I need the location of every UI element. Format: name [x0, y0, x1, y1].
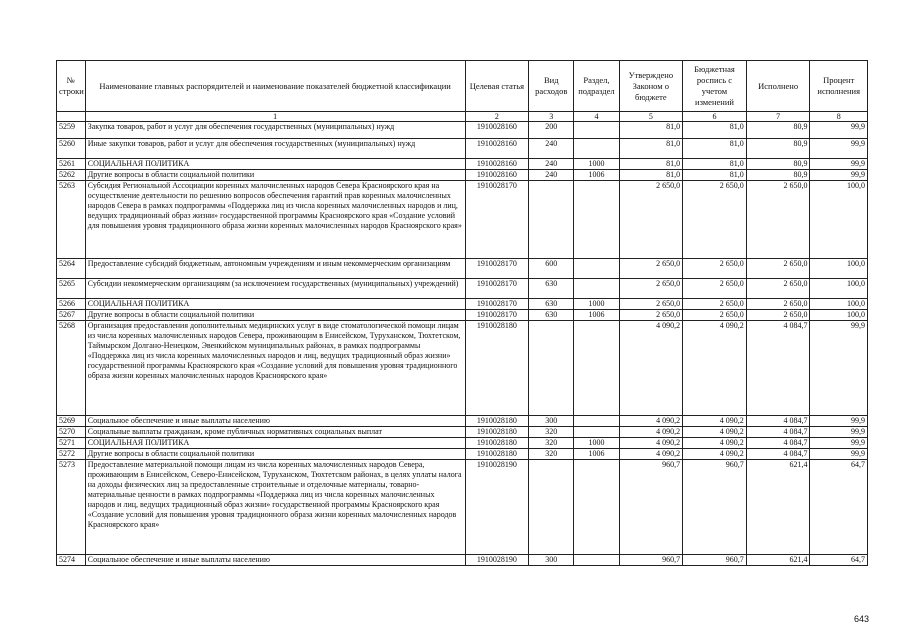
- cell-kind: 300: [529, 416, 574, 427]
- cell-name: Предоставление материальной помощи лицам из числа коренных малочисленных народов Севера, проживающим в Енисейском, Северо-Енисейском, Туруханском, Тюхтетском районах, в целях уплаты налога на доходы физических лиц за предоставленные строительные и отделочные материалы, товарно-материальные ценности в рамках подпрограммы «Поддержка лиц из числа коренных малочисленных народов и лиц, ведущих традиционный образ жизни» государственной программы Красноярского края «Создание условий для повышения уровня традиционного образа жизни коренных малочисленных народов Красноярского края»: [85, 460, 465, 555]
- column-number: 4: [574, 112, 619, 122]
- header-approved: Утверждено Законом о бюджете: [619, 61, 683, 112]
- cell-section: 1000: [574, 438, 619, 449]
- cell-row-no: 5267: [57, 310, 86, 321]
- cell-section: [574, 416, 619, 427]
- cell-row-no: 5269: [57, 416, 86, 427]
- column-number: 8: [810, 112, 868, 122]
- cell-schedule: 81,0: [683, 122, 747, 139]
- table-row: [57, 259, 868, 279]
- cell-schedule: 960,7: [683, 460, 747, 555]
- cell-schedule: 4 090,2: [683, 321, 747, 416]
- cell-section: [574, 555, 619, 566]
- cell-schedule: 81,0: [683, 170, 747, 181]
- cell-schedule: 2 650,0: [683, 279, 747, 299]
- cell-row-no: 5265: [57, 279, 86, 299]
- cell-target: 1910028180: [465, 449, 529, 460]
- cell-kind: 200: [529, 122, 574, 139]
- cell-kind: 630: [529, 279, 574, 299]
- cell-section: [574, 122, 619, 139]
- cell-section: 1006: [574, 170, 619, 181]
- cell-target: 1910028190: [465, 460, 529, 555]
- cell-executed: 2 650,0: [746, 279, 810, 299]
- cell-schedule: 4 090,2: [683, 438, 747, 449]
- cell-target: 1910028180: [465, 438, 529, 449]
- cell-schedule: 2 650,0: [683, 181, 747, 259]
- cell-approved: 4 090,2: [619, 449, 683, 460]
- cell-approved: 2 650,0: [619, 310, 683, 321]
- table-row: [57, 310, 868, 321]
- cell-percent: 100,0: [810, 299, 868, 310]
- cell-name: Другие вопросы в области социальной политики: [85, 310, 465, 321]
- cell-row-no: 5274: [57, 555, 86, 566]
- cell-name: Иные закупки товаров, работ и услуг для обеспечения государственных (муниципальных) нужд: [85, 139, 465, 159]
- cell-target: 1910028160: [465, 170, 529, 181]
- cell-executed: 4 084,7: [746, 427, 810, 438]
- cell-target: 1910028170: [465, 279, 529, 299]
- cell-target: 1910028160: [465, 139, 529, 159]
- cell-approved: 81,0: [619, 170, 683, 181]
- cell-kind: 240: [529, 170, 574, 181]
- cell-target: 1910028170: [465, 299, 529, 310]
- cell-percent: 99,9: [810, 122, 868, 139]
- cell-kind: 240: [529, 159, 574, 170]
- header-row-no: № строки: [57, 61, 86, 112]
- cell-percent: 99,9: [810, 427, 868, 438]
- cell-section: [574, 279, 619, 299]
- cell-section: 1000: [574, 299, 619, 310]
- table-row: [57, 170, 868, 181]
- cell-section: [574, 321, 619, 416]
- cell-approved: 4 090,2: [619, 321, 683, 416]
- column-number: 5: [619, 112, 683, 122]
- cell-kind: 320: [529, 427, 574, 438]
- cell-target: 1910028180: [465, 321, 529, 416]
- cell-approved: 4 090,2: [619, 416, 683, 427]
- cell-executed: 80,9: [746, 159, 810, 170]
- cell-kind: [529, 460, 574, 555]
- header-kind: Вид расходов: [529, 61, 574, 112]
- cell-schedule: 2 650,0: [683, 310, 747, 321]
- cell-schedule: 81,0: [683, 139, 747, 159]
- cell-row-no: 5260: [57, 139, 86, 159]
- cell-section: 1000: [574, 159, 619, 170]
- cell-schedule: 960,7: [683, 555, 747, 566]
- header-percent: Процент исполнения: [810, 61, 868, 112]
- cell-row-no: 5271: [57, 438, 86, 449]
- cell-target: 1910028180: [465, 416, 529, 427]
- cell-kind: 240: [529, 139, 574, 159]
- cell-approved: 81,0: [619, 139, 683, 159]
- cell-row-no: 5270: [57, 427, 86, 438]
- cell-schedule: 2 650,0: [683, 259, 747, 279]
- cell-kind: 600: [529, 259, 574, 279]
- cell-schedule: 4 090,2: [683, 427, 747, 438]
- cell-name: СОЦИАЛЬНАЯ ПОЛИТИКА: [85, 299, 465, 310]
- cell-approved: 2 650,0: [619, 181, 683, 259]
- cell-percent: 100,0: [810, 310, 868, 321]
- table-row: [57, 122, 868, 139]
- cell-schedule: 81,0: [683, 159, 747, 170]
- cell-approved: 81,0: [619, 122, 683, 139]
- cell-executed: 2 650,0: [746, 181, 810, 259]
- cell-section: 1006: [574, 310, 619, 321]
- table-body: [57, 122, 868, 566]
- table-row: [57, 555, 868, 566]
- cell-target: 1910028180: [465, 427, 529, 438]
- cell-executed: 2 650,0: [746, 259, 810, 279]
- table-row: [57, 449, 868, 460]
- cell-executed: 621,4: [746, 555, 810, 566]
- cell-name: Предоставление субсидий бюджетным, автономным учреждениям и иным некоммерческим организациям: [85, 259, 465, 279]
- header-target: Целевая статья: [465, 61, 529, 112]
- cell-approved: 4 090,2: [619, 427, 683, 438]
- cell-target: 1910028160: [465, 159, 529, 170]
- column-number: 3: [529, 112, 574, 122]
- cell-percent: 64,7: [810, 460, 868, 555]
- table-row: [57, 299, 868, 310]
- cell-name: Субсидии некоммерческим организациям (за исключением государственных (муниципальных) учреждений): [85, 279, 465, 299]
- cell-executed: 2 650,0: [746, 310, 810, 321]
- cell-executed: 4 084,7: [746, 416, 810, 427]
- cell-name: Социальные выплаты гражданам, кроме публичных нормативных социальных выплат: [85, 427, 465, 438]
- column-number: 2: [465, 112, 529, 122]
- cell-section: [574, 259, 619, 279]
- cell-executed: 4 084,7: [746, 449, 810, 460]
- cell-executed: 80,9: [746, 139, 810, 159]
- cell-row-no: 5266: [57, 299, 86, 310]
- cell-executed: 80,9: [746, 170, 810, 181]
- cell-row-no: 5261: [57, 159, 86, 170]
- cell-row-no: 5259: [57, 122, 86, 139]
- cell-percent: 64,7: [810, 555, 868, 566]
- cell-executed: 621,4: [746, 460, 810, 555]
- cell-name: Другие вопросы в области социальной политики: [85, 170, 465, 181]
- cell-section: 1006: [574, 449, 619, 460]
- cell-row-no: 5273: [57, 460, 86, 555]
- cell-name: СОЦИАЛЬНАЯ ПОЛИТИКА: [85, 159, 465, 170]
- cell-section: [574, 460, 619, 555]
- cell-percent: 99,9: [810, 321, 868, 416]
- cell-percent: 99,9: [810, 139, 868, 159]
- cell-row-no: 5268: [57, 321, 86, 416]
- cell-row-no: 5262: [57, 170, 86, 181]
- cell-section: [574, 181, 619, 259]
- table-row: [57, 321, 868, 416]
- cell-approved: 2 650,0: [619, 279, 683, 299]
- column-number: 6: [683, 112, 747, 122]
- table-row: [57, 460, 868, 555]
- column-number: [57, 112, 86, 122]
- cell-approved: 2 650,0: [619, 259, 683, 279]
- cell-executed: 80,9: [746, 122, 810, 139]
- table-row: [57, 279, 868, 299]
- header-executed: Исполнено: [746, 61, 810, 112]
- cell-target: 1910028160: [465, 122, 529, 139]
- page-number: 643: [853, 614, 869, 624]
- cell-approved: 81,0: [619, 159, 683, 170]
- cell-percent: 99,9: [810, 416, 868, 427]
- cell-approved: 2 650,0: [619, 299, 683, 310]
- budget-table: [56, 60, 868, 566]
- table-row: [57, 416, 868, 427]
- cell-kind: 630: [529, 310, 574, 321]
- cell-approved: 960,7: [619, 555, 683, 566]
- cell-row-no: 5264: [57, 259, 86, 279]
- cell-section: [574, 427, 619, 438]
- cell-approved: 4 090,2: [619, 438, 683, 449]
- cell-kind: 300: [529, 555, 574, 566]
- cell-schedule: 4 090,2: [683, 449, 747, 460]
- cell-schedule: 2 650,0: [683, 299, 747, 310]
- cell-name: СОЦИАЛЬНАЯ ПОЛИТИКА: [85, 438, 465, 449]
- cell-name: Закупка товаров, работ и услуг для обеспечения государственных (муниципальных) нужд: [85, 122, 465, 139]
- cell-name: Социальное обеспечение и иные выплаты населению: [85, 416, 465, 427]
- cell-percent: 100,0: [810, 181, 868, 259]
- cell-name: Социальное обеспечение и иные выплаты населению: [85, 555, 465, 566]
- cell-executed: 4 084,7: [746, 321, 810, 416]
- header-name: Наименование главных распорядителей и наименование показателей бюджетной классификации: [85, 61, 465, 112]
- cell-name: Субсидия Региональной Ассоциации коренных малочисленных народов Севера Красноярского края на осуществление деятельности по решению вопросов обеспечения гарантий прав коренных малочисленных народов Севера в рамках подпрограммы «Поддержка лиц из числа коренных малочисленных народов и лиц, ведущих традиционный образ жизни» государственной программы Красноярского края «Создание условий для повышения уровня традиционного образа жизни коренных малочисленных народов Красноярского края»: [85, 181, 465, 259]
- cell-target: 1910028170: [465, 310, 529, 321]
- column-number-row: [57, 112, 868, 122]
- cell-target: 1910028170: [465, 259, 529, 279]
- cell-percent: 100,0: [810, 259, 868, 279]
- cell-section: [574, 139, 619, 159]
- table-row: [57, 159, 868, 170]
- cell-row-no: 5272: [57, 449, 86, 460]
- cell-kind: [529, 181, 574, 259]
- cell-kind: 320: [529, 449, 574, 460]
- cell-row-no: 5263: [57, 181, 86, 259]
- header-row: [57, 61, 868, 112]
- cell-percent: 99,9: [810, 438, 868, 449]
- cell-schedule: 4 090,2: [683, 416, 747, 427]
- cell-percent: 99,9: [810, 449, 868, 460]
- cell-percent: 99,9: [810, 159, 868, 170]
- column-number: 7: [746, 112, 810, 122]
- table-row: [57, 427, 868, 438]
- cell-target: 1910028170: [465, 181, 529, 259]
- cell-target: 1910028190: [465, 555, 529, 566]
- cell-approved: 960,7: [619, 460, 683, 555]
- cell-executed: 2 650,0: [746, 299, 810, 310]
- cell-percent: 100,0: [810, 279, 868, 299]
- cell-name: Другие вопросы в области социальной политики: [85, 449, 465, 460]
- cell-percent: 99,9: [810, 170, 868, 181]
- cell-executed: 4 084,7: [746, 438, 810, 449]
- cell-kind: [529, 321, 574, 416]
- table-row: [57, 181, 868, 259]
- header-schedule: Бюджетная роспись с учетом изменений: [683, 61, 747, 112]
- cell-kind: 630: [529, 299, 574, 310]
- cell-name: Организация предоставления дополнительных медицинских услуг в виде стоматологической помощи лицам из числа коренных малочисленных народов Севера, проживающим в Енисейском, Туруханском, Тюхтетском, Таймырском Долгано-Ненецком, Эвенкийском муниципальных районах, в рамках подпрограммы «Поддержка лиц из числа коренных малочисленных народов и лиц, ведущих традиционный образ жизни» государственной программы Красноярского края «Создание условий для повышения уровня традиционного образа жизни коренных малочисленных народов Красноярского края»: [85, 321, 465, 416]
- table-row: [57, 139, 868, 159]
- header-section: Раздел, подраздел: [574, 61, 619, 112]
- table-row: [57, 438, 868, 449]
- column-number: 1: [85, 112, 465, 122]
- cell-kind: 320: [529, 438, 574, 449]
